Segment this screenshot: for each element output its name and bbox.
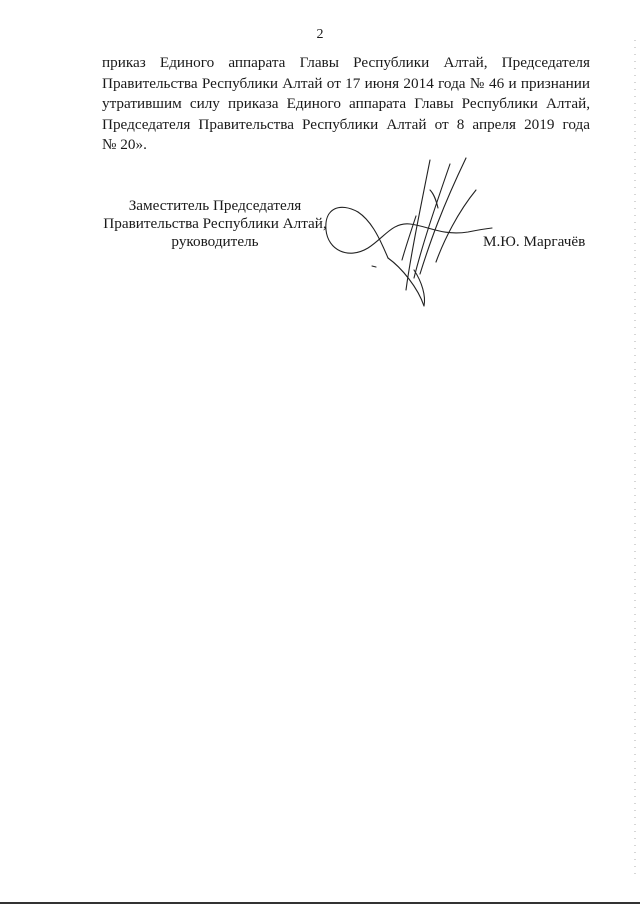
handwritten-signature bbox=[318, 150, 498, 310]
signature-stroke bbox=[430, 190, 438, 208]
body-paragraph bbox=[102, 53, 590, 156]
page-number: 2 bbox=[316, 27, 324, 42]
scan-edge-marks bbox=[634, 40, 636, 880]
signature-stroke bbox=[436, 190, 476, 262]
bottom-rule bbox=[0, 902, 640, 904]
body-line: № 20». bbox=[102, 136, 147, 153]
signer-title bbox=[100, 197, 330, 251]
signer-title-line: Правительства Республики Алтай, bbox=[103, 215, 327, 232]
signature-stroke bbox=[326, 207, 492, 253]
signer-name: М.Ю. Маргачёв bbox=[483, 233, 586, 250]
signature-stroke bbox=[414, 164, 450, 278]
body-line: Председателя Правительства Республики Алтай от 8 апреля 2019 года bbox=[102, 115, 590, 133]
signature-stroke bbox=[402, 216, 416, 260]
signature-stroke bbox=[388, 258, 424, 306]
body-line: приказ Единого аппарата Главы Республики Алтай, Председателя bbox=[102, 54, 590, 71]
signer-title-line: Заместитель Председателя bbox=[128, 197, 302, 214]
signer-title-line: руководитель bbox=[171, 233, 259, 250]
body-line: утратившим силу приказа Единого аппарата Главы Республики Алтай, bbox=[102, 95, 590, 112]
signature-stroke bbox=[372, 266, 376, 267]
body-line: Правительства Республики Алтай от 17 июня 2014 года № 46 и признании bbox=[102, 74, 590, 92]
